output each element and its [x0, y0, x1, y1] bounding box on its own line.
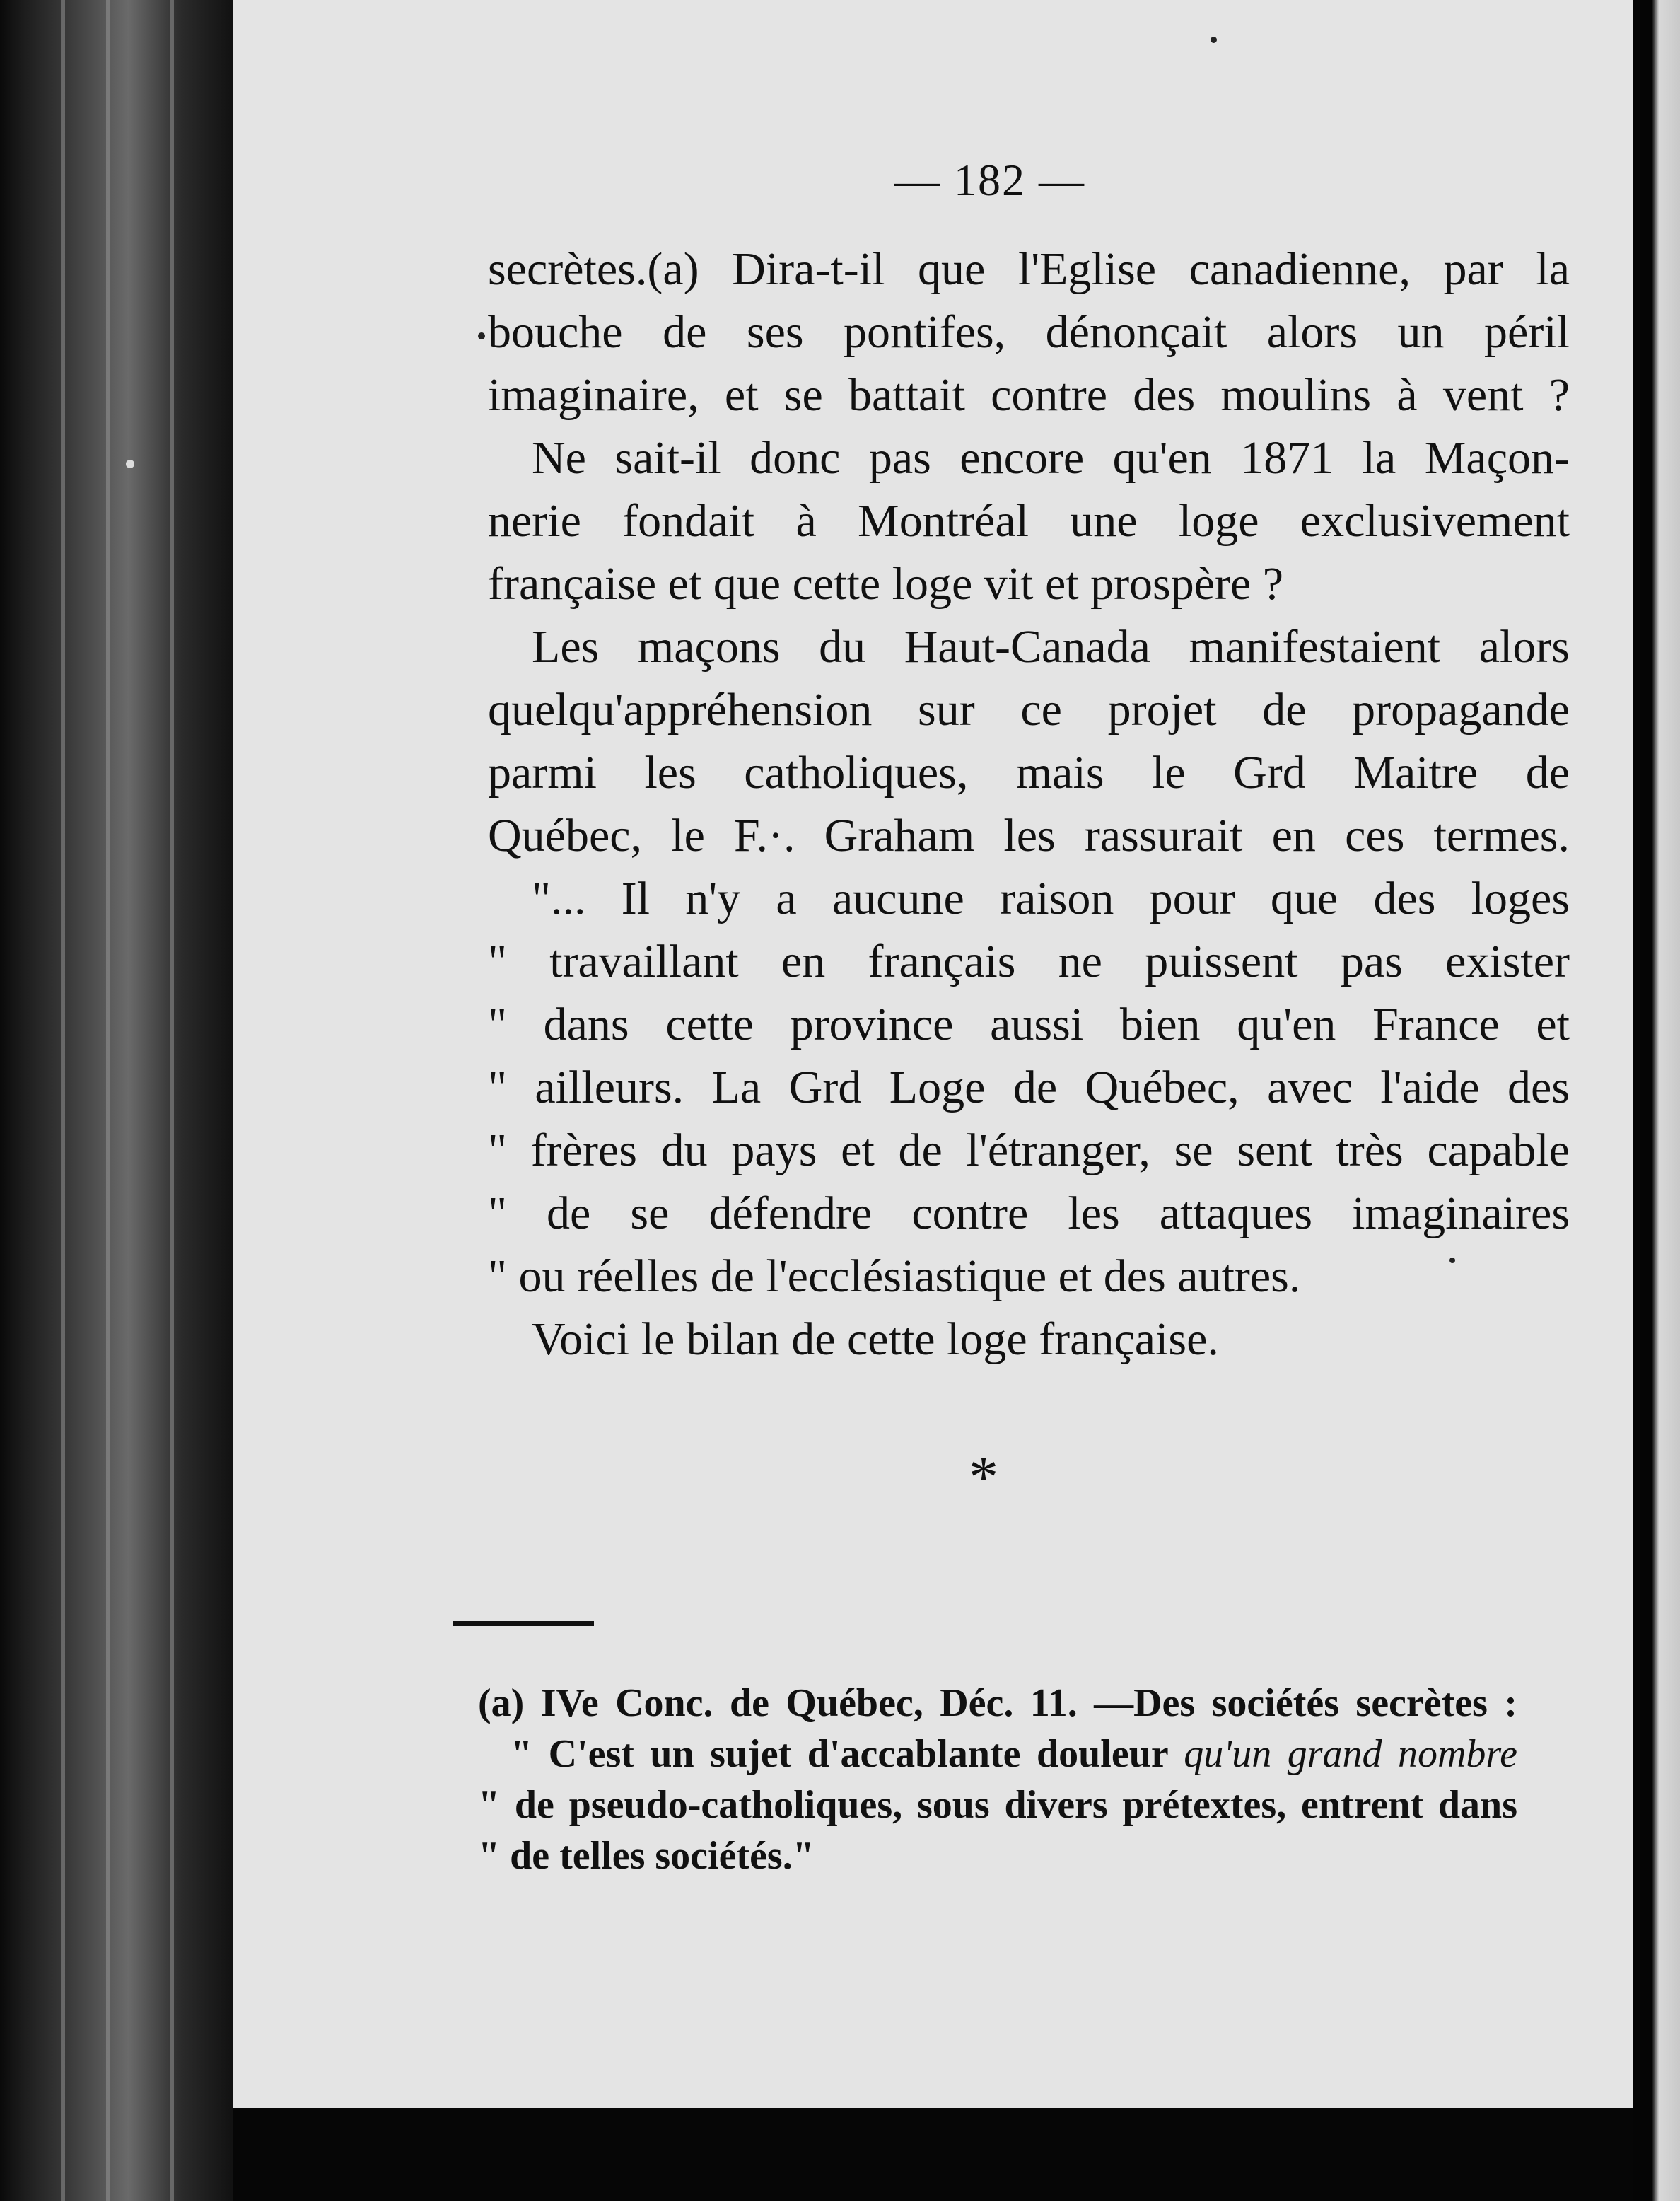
text-line: " de se défendre contre les attaques imaginaires — [488, 1187, 1570, 1239]
footnote-line: (a) IVe Conc. de Québec, Déc. 11. —Des sociétés secrètes : — [478, 1681, 1517, 1725]
text-line: " frères du pays et de l'étranger, se sent très capable — [488, 1125, 1570, 1176]
text-line: imaginaire, et se battait contre des moulins à vent ? — [488, 369, 1570, 421]
text-line: Québec, le F.·. Graham les rassurait en ces termes. — [488, 810, 1570, 861]
body-text — [488, 238, 1570, 1371]
text-line: secrètes.(a) Dira-t-il que l'Eglise canadienne, par la — [488, 243, 1570, 295]
book-spine — [0, 0, 233, 2201]
text-line: " travaillant en français ne puissent pas exister — [488, 936, 1570, 987]
page-edge-bottom — [233, 2108, 1633, 2201]
footnote-rule — [453, 1621, 594, 1626]
text-line: " ou réelles de l'ecclésiastique et des autres. — [488, 1250, 1301, 1302]
footnote — [478, 1678, 1517, 1881]
text-line: bouche de ses pontifes, dénonçait alors un péril — [488, 306, 1570, 358]
text-line: quelqu'appréhension sur ce projet de propagande — [488, 684, 1570, 736]
text-line: "... Il n'y a aucune raison pour que des loges — [532, 873, 1570, 924]
footnote-line: " C'est un sujet d'accablante douleur qu'un grand nombre — [511, 1732, 1517, 1776]
text-line: " ailleurs. La Grd Loge de Québec, avec l'aide des — [488, 1062, 1570, 1113]
text-line: parmi les catholiques, mais le Grd Maitre de — [488, 747, 1570, 798]
text-line: Les maçons du Haut-Canada manifestaient alors — [532, 621, 1570, 673]
section-separator: * — [969, 1444, 998, 1510]
text-line: Ne sait-il donc pas encore qu'en 1871 la Maçon- — [532, 432, 1570, 484]
footnote-line: " de pseudo-catholiques, sous divers prétextes, entrent dans — [478, 1783, 1517, 1827]
text-line: Voici le bilan de cette loge française. — [532, 1313, 1219, 1365]
text-line: française et que cette loge vit et prospère ? — [488, 558, 1284, 610]
footnote-line: " de telles sociétés." — [478, 1834, 815, 1878]
page-number: — 182 — — [894, 155, 1085, 205]
text-line: nerie fondait à Montréal une loge exclusivement — [488, 495, 1570, 547]
page-edge-right — [1633, 0, 1680, 2201]
text-line: " dans cette province aussi bien qu'en France et — [488, 999, 1570, 1050]
